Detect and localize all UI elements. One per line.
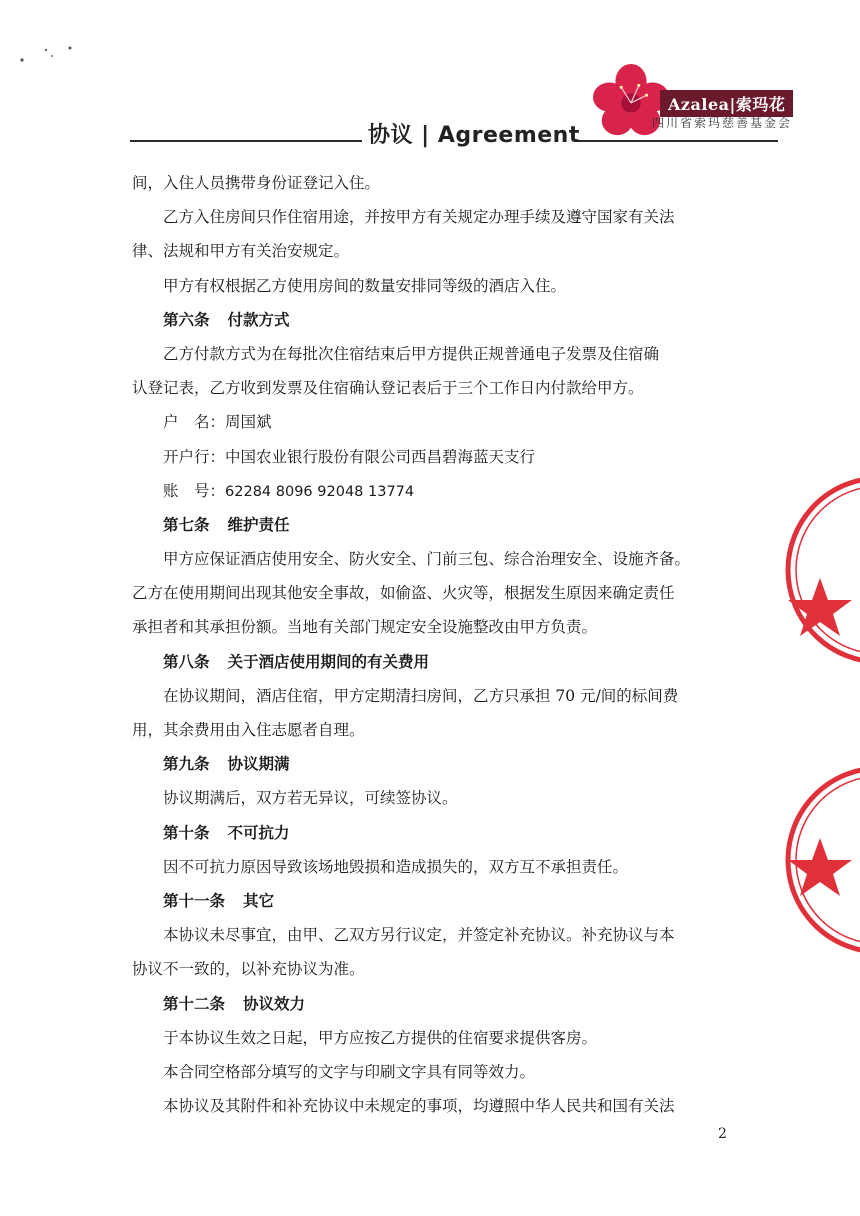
section-number: 第九条: [163, 754, 210, 774]
paragraph-line: 协议不一致的，以补充协议为准。: [132, 960, 365, 979]
paragraph-line: 协议期满后，双方若无异议，可续签协议。: [163, 789, 458, 808]
account-name-row: [132, 405, 732, 439]
paragraph-line: 本协议未尽事宜，由甲、乙双方另行议定，并签定补充协议。补充协议与本: [163, 926, 675, 945]
scan-specks: [18, 42, 88, 72]
section-number: 第十条: [163, 822, 210, 842]
section-title: 关于酒店使用期间的有关费用: [227, 651, 430, 671]
page-number: 2: [718, 1126, 727, 1142]
paragraph-line: 乙方在使用期间出现其他安全事故，如偷盗、火灾等，根据发生原因来确定责任: [132, 584, 675, 603]
paragraph-line: 承担者和其承担份额。当地有关部门规定安全设施整改由甲方负责。: [132, 618, 598, 637]
section-number: 第十一条: [163, 890, 226, 910]
red-seal-stamp-icon: [780, 760, 860, 960]
paragraph-line: 甲方应保证酒店使用安全、防火安全、门前三包、综合治理安全、设施齐备。: [163, 550, 691, 569]
section-heading-7: [132, 508, 732, 542]
brand-name: Azalea|索玛花: [660, 90, 793, 117]
paragraph-line: 认登记表，乙方收到发票及住宿确认登记表后于三个工作日内付款给甲方。: [132, 379, 644, 398]
header-rule-right: [578, 140, 778, 142]
section-number: 第七条: [163, 514, 210, 534]
section-heading-12: [132, 987, 732, 1021]
brand-org: 四川省索玛慈善基金会: [652, 116, 793, 130]
account-name-label: 户 名：: [163, 413, 226, 432]
header-rule-left: [130, 140, 362, 142]
section-title: 协议效力: [243, 993, 306, 1013]
section-title: 其它: [243, 890, 275, 910]
account-number-row: [132, 474, 732, 508]
paragraph-line: 本协议及其附件和补充协议中未规定的事项，均遵照中华人民共和国有关法: [163, 1097, 675, 1116]
paragraph-line: 乙方付款方式为在每批次住宿结束后甲方提供正规普通电子发票及住宿确: [163, 344, 660, 363]
paragraph-line: 律、法规和甲方有关治安规定。: [132, 242, 350, 261]
red-seal-stamp-icon: [780, 470, 860, 670]
paragraph-line: 用，其余费用由入住志愿者自理。: [132, 721, 365, 739]
account-bank-row: [132, 440, 732, 474]
section-heading-6: [132, 303, 732, 337]
section-number: 第六条: [163, 309, 210, 329]
account-bank-value: 中国农业银行股份有限公司西昌碧海蓝天支行: [225, 447, 536, 466]
paragraph-line: 乙方入住房间只作住宿用途，并按甲方有关规定办理手续及遵守国家有关法: [163, 208, 675, 227]
paragraph-line: 于本协议生效之日起，甲方应按乙方提供的住宿要求提供客房。: [163, 1028, 598, 1047]
agreement-body: [132, 166, 732, 1123]
account-number-value: 62284 8096 92048 13774: [225, 483, 415, 500]
header-title: 协议 | Agreement: [368, 123, 580, 148]
section-heading-11: [132, 884, 732, 918]
section-number: 第十二条: [163, 993, 226, 1013]
section-heading-10: [132, 816, 732, 850]
section-heading-8: [132, 645, 732, 679]
account-name-value: 周国斌: [225, 413, 272, 432]
paragraph-line: 本合同空格部分填写的文字与印刷文字具有同等效力。: [163, 1062, 536, 1081]
paragraph-line: 间，入住人员携带身份证登记入住。: [132, 174, 381, 192]
section-heading-9: [132, 747, 732, 781]
section-number: 第八条: [163, 651, 210, 671]
section-title: 不可抗力: [227, 822, 290, 842]
section-title: 协议期满: [227, 754, 290, 774]
account-bank-label: 开户行：: [163, 447, 226, 466]
paragraph-line: 甲方有权根据乙方使用房间的数量安排同等级的酒店入住。: [163, 276, 567, 295]
section-title: 付款方式: [227, 309, 290, 329]
section-title: 维护责任: [227, 514, 290, 534]
paragraph-line: 在协议期间，酒店住宿，甲方定期清扫房间，乙方只承担 70 元/间的标间费: [163, 686, 679, 705]
account-number-label: 账 号：: [163, 481, 226, 500]
paragraph-line: 因不可抗力原因导致该场地毁损和造成损失的，双方互不承担责任。: [163, 857, 629, 876]
